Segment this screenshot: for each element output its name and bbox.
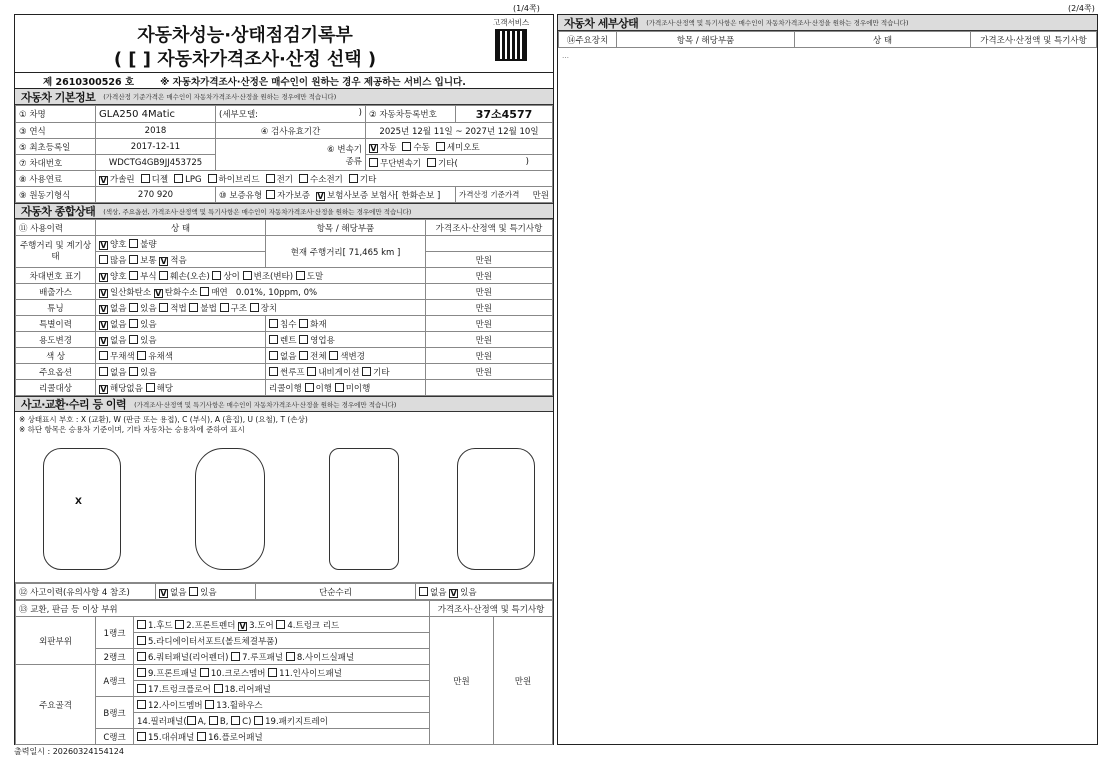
left-page: [14, 14, 554, 745]
detail-section-title: 자동차 세부상태: [564, 16, 639, 30]
basic-section-note: (가격산정 기준가격은 매수인이 자동차가격조사·산정을 원하는 경우에만 적습니다): [103, 93, 337, 101]
part-roof: 7.루프패널: [242, 652, 284, 663]
overall-head-price: 가격조사·산정액 및 특기사항: [426, 220, 553, 236]
checkbox-opt-yes[interactable]: [129, 367, 138, 376]
label-options: 주요옵션: [16, 364, 96, 380]
checkbox-radiator-support[interactable]: [137, 636, 146, 645]
checkbox-recall-none[interactable]: V: [100, 384, 107, 394]
basic-section-title: 자동차 기본정보: [21, 90, 96, 104]
part-dash-panel: 15.대쉬패널: [148, 732, 195, 743]
label-rank-b: B랭크: [96, 697, 134, 729]
checkbox-roof[interactable]: [231, 652, 240, 661]
current-mileage: 현재 주행거리[ 71,465 km ]: [266, 236, 426, 268]
opt-gasoline: 가솔린: [110, 174, 135, 185]
detail-head-item: 항목 / 해당부품: [617, 32, 795, 48]
checkbox-vin-damage[interactable]: [159, 271, 168, 280]
checkbox-rear-panel[interactable]: [214, 684, 223, 693]
overall-status-table: [15, 219, 553, 396]
checkbox-front-fender[interactable]: [175, 620, 184, 629]
label-rank-c: C랭크: [96, 729, 134, 745]
checkbox-achromatic[interactable]: [99, 351, 108, 360]
right-page: 자동차 세부상태 (가격조사·산정액 및 특기사항은 매수인이 자동차가격조사·산정을 원하는 경우에만 적습니다) ⑭주요장치 항목 / 해당부품 상 태 가격조사·산정액 및 특기사항 …: [557, 14, 1098, 745]
doc-title: 자동차성능·상태점검기록부: [137, 25, 353, 46]
opt-recall-none: 해당없음: [110, 383, 143, 394]
damage-mark: X: [75, 497, 82, 507]
checkbox-vin-corrosion[interactable]: [129, 271, 138, 280]
other-trans-close: ): [525, 156, 529, 167]
opt-vin-good: 양호: [110, 271, 127, 282]
part-cross-member: 10.크로스멤버: [210, 668, 266, 679]
opt-sunroof: 썬루프: [280, 367, 305, 378]
part-wheel-house: 13.휠하우스: [216, 700, 263, 711]
checkbox-lpg[interactable]: [174, 174, 183, 183]
sub-model-label: (세부모델:: [219, 110, 259, 120]
checkbox-use-yes[interactable]: [129, 335, 138, 344]
opt-tuning-structure: 구조: [230, 303, 247, 314]
car-right-side-diagram[interactable]: [457, 448, 535, 570]
car-type-note: ※ 하단 항목은 승용차 기준이며, 기타 자동차는 승용차에 준하여 표시: [19, 425, 245, 434]
opt-options-none: 없음: [110, 367, 127, 378]
checkbox-recall-notdone[interactable]: [335, 383, 344, 392]
label-accident-history: ⑫ 사고이력(유의사항 4 참조): [16, 584, 156, 600]
checkbox-hydrogen[interactable]: [299, 174, 308, 183]
label-emission: 배출가스: [16, 284, 96, 300]
checkbox-vin-altered[interactable]: [243, 271, 252, 280]
opt-semiauto: 세미오토: [446, 142, 480, 153]
vin-price: 만원: [426, 268, 553, 284]
tuning-price: 만원: [426, 300, 553, 316]
label-vin: ⑦ 차대번호: [16, 155, 96, 171]
label-mileage: 주행거리 및 계기상태: [16, 236, 96, 268]
sub-model-value: ): [358, 108, 362, 118]
checkbox-accident-yes[interactable]: [189, 587, 198, 596]
opt-co: 일산화탄소: [110, 287, 152, 298]
checkbox-special-none[interactable]: V: [100, 320, 107, 330]
opt-flood: 침수: [280, 319, 297, 330]
checkbox-recall-yes[interactable]: [146, 383, 155, 392]
doc-notice: ※ 자동차가격조사·산정은 매수인이 원하는 경우 제공하는 서비스 입니다.: [160, 76, 466, 88]
part-side-sill: 8.사이드실패널: [296, 652, 355, 663]
vin-value: WDCTG4GB9JJ453725: [96, 155, 216, 171]
output-timestamp: 출력일시 : 20260324154124: [14, 747, 124, 756]
label-outer-panel: 외판부위: [16, 617, 96, 665]
opt-insurer-warranty: 보험사보증 보험사[ 한화손보 ]: [327, 190, 441, 201]
overall-head-usage: ⑪ 사용이력: [16, 220, 96, 236]
doc-subtitle: ( [ ] 자동차가격조사·산정 선택 ): [113, 49, 377, 70]
checkbox-other-trans[interactable]: [427, 158, 436, 167]
checkbox-pillar-b[interactable]: [209, 716, 218, 725]
overall-head-state: 상 태: [96, 220, 266, 236]
checkbox-use-none[interactable]: V: [100, 336, 107, 346]
opt-repair-none: 없음: [430, 587, 447, 598]
checkbox-mileage-high[interactable]: [99, 255, 108, 264]
checkbox-vin-painted[interactable]: [296, 271, 305, 280]
color-price: 만원: [426, 348, 553, 364]
label-use-change: 용도변경: [16, 332, 96, 348]
checkbox-semiauto[interactable]: [436, 142, 445, 151]
opt-recall-notdone: 미이행: [345, 383, 371, 394]
checkbox-pillar-c[interactable]: [231, 716, 240, 725]
special-price: 만원: [426, 316, 553, 332]
opt-lpg: LPG: [185, 174, 202, 185]
opt-vin-altered: 변조(변타): [253, 271, 294, 282]
part-pillar-panel: 14.필러패널(: [137, 716, 187, 727]
checkbox-fuel-other[interactable]: [349, 174, 358, 183]
checkbox-side-sill[interactable]: [286, 652, 295, 661]
accident-table: [15, 583, 553, 600]
opt-accident-yes: 있음: [200, 587, 217, 598]
page-number-left: (1/4쪽): [513, 4, 540, 13]
opt-rent: 렌트: [280, 335, 297, 346]
detail-table: [558, 31, 1097, 48]
page-number-right: (2/4쪽): [1068, 4, 1095, 13]
opt-tuning-legal: 적법: [170, 303, 187, 314]
checkbox-auto[interactable]: V: [370, 143, 377, 153]
checkbox-repair-none[interactable]: [419, 587, 428, 596]
opt-hc: 탄화수소: [164, 287, 198, 298]
label-tuning: 튜닝: [16, 300, 96, 316]
part-rear-panel: 18.리어패널: [224, 684, 271, 695]
opt-mileage-high: 많음: [110, 255, 127, 266]
checkbox-trunk-lid[interactable]: [276, 620, 285, 629]
label-rank-a: A랭크: [96, 665, 134, 697]
checkbox-flood[interactable]: [269, 319, 278, 328]
checkbox-gauge-good[interactable]: V: [100, 240, 107, 250]
opt-self-warranty: 자가보증: [277, 190, 311, 201]
overall-section-title: 자동차 종합상태: [21, 205, 96, 218]
label-rank-1: 1랭크: [96, 617, 134, 649]
part-door: 3.도어: [249, 620, 274, 631]
checkbox-navi[interactable]: [307, 367, 316, 376]
opt-color-change: 색변경: [340, 351, 365, 362]
checkbox-hood[interactable]: [137, 620, 146, 629]
checkbox-cvt[interactable]: [369, 158, 378, 167]
opt-tuning-illegal: 불법: [200, 303, 217, 314]
checkbox-rent[interactable]: [269, 335, 278, 344]
opt-achromatic: 무채색: [110, 351, 135, 362]
mileage-price: 만원: [426, 252, 553, 268]
detail-head-price: 가격조사·산정액 및 특기사항: [971, 32, 1097, 48]
opt-fire: 화재: [310, 319, 327, 330]
opt-use-yes: 있음: [140, 335, 157, 346]
opt-navi: 내비게이션: [318, 367, 360, 378]
label-simple-repair: 단순수리: [256, 584, 416, 600]
checkbox-special-yes[interactable]: [129, 319, 138, 328]
car-top-diagram[interactable]: [195, 448, 265, 570]
opt-use-none: 없음: [110, 335, 127, 346]
label-exchange-parts: ⑬ 교환, 판금 등 이상 부위: [16, 601, 430, 617]
part-pillar-a: A,: [197, 716, 207, 727]
status-symbol-note: ※ 상태표시 부호 : X (교환), W (판금 또는 용접), C (부식), A (흠집), U (요철), T (손상): [19, 415, 308, 424]
checkbox-business[interactable]: [299, 335, 308, 344]
part-side-member: 12.사이드멤버: [148, 700, 203, 711]
car-left-side-diagram[interactable]: [43, 448, 121, 570]
detail-section-note: (가격조사·산정액 및 특기사항은 매수인이 자동차가격조사·산정을 원하는 경우에만 적습니다): [646, 19, 909, 27]
label-engine: ⑨ 원동기형식: [16, 187, 96, 203]
opt-repair-yes: 있음: [460, 587, 477, 598]
checkbox-color-change[interactable]: [329, 351, 338, 360]
checkbox-ev[interactable]: [266, 174, 275, 183]
checkbox-quarter[interactable]: [137, 652, 146, 661]
opt-tuning-device: 장치: [260, 303, 278, 314]
checkbox-side-member[interactable]: [137, 700, 146, 709]
emission-values: 0.01%, 10ppm, 0%: [235, 287, 318, 298]
car-frame-diagram[interactable]: [329, 448, 399, 570]
opt-manual: 수동: [413, 142, 430, 153]
checkbox-door[interactable]: V: [239, 621, 246, 631]
outer-price: 만원: [430, 617, 494, 745]
label-year: ③ 연식: [16, 123, 96, 139]
checkbox-tuning-device[interactable]: [250, 303, 259, 312]
checkbox-fire[interactable]: [299, 319, 308, 328]
label-color: 색 상: [16, 348, 96, 364]
part-front-fender: 2.프론트펜더: [186, 620, 236, 631]
frame-price: 만원: [494, 617, 553, 745]
checkbox-cross-member[interactable]: [200, 668, 209, 677]
checkbox-hc[interactable]: V: [155, 288, 162, 298]
opt-color-full: 전체: [310, 351, 327, 362]
checkbox-dash-panel[interactable]: [137, 732, 146, 741]
opt-accident-none: 없음: [170, 587, 187, 598]
checkbox-vin-diff[interactable]: [212, 271, 221, 280]
checkbox-co[interactable]: V: [100, 288, 107, 298]
label-base-price: 가격산정 기준가격: [459, 189, 520, 199]
label-recall-done: 리콜이행: [269, 383, 302, 394]
label-special-history: 특별이력: [16, 316, 96, 332]
part-package-tray: 19.패키지트레이: [265, 716, 328, 727]
reg-no-value: 37소4577: [456, 106, 553, 123]
emission-price: 만원: [426, 284, 553, 300]
opt-other-trans: 기타(: [438, 158, 458, 169]
checkbox-chromatic[interactable]: [137, 351, 146, 360]
opt-smoke: 매연: [211, 287, 228, 298]
checkbox-vin-good[interactable]: V: [100, 272, 107, 282]
opt-vin-damage: 훼손(오손): [170, 271, 210, 282]
checkbox-inside-panel[interactable]: [268, 668, 277, 677]
checkbox-self-warranty[interactable]: [266, 190, 275, 199]
part-trunk-floor: 17.트렁크플로어: [148, 684, 211, 695]
opt-special-none: 없음: [110, 319, 127, 330]
part-inside-panel: 11.인사이드패널: [279, 668, 342, 679]
car-name-value: GLA250 4Matic: [96, 106, 216, 123]
checkbox-floor-panel[interactable]: [197, 732, 206, 741]
label-inspection-period: ④ 검사유효기간: [216, 123, 366, 139]
checkbox-opt-none[interactable]: [99, 367, 108, 376]
customer-service-label: 고객서비스: [493, 18, 530, 27]
label-first-reg: ⑤ 최초등록일: [16, 139, 96, 155]
accident-section-title: 사고·교환·수리 등 이력: [21, 398, 127, 411]
detail-head-device: ⑭주요장치: [559, 32, 617, 48]
opt-options-other: 기타: [373, 367, 390, 378]
opt-vin-diff: 상이: [223, 271, 240, 282]
checkbox-color-full[interactable]: [299, 351, 308, 360]
checkbox-front-panel[interactable]: [137, 668, 146, 677]
first-reg-value: 2017-12-11: [96, 139, 216, 155]
opt-fuel-other: 기타: [359, 174, 377, 185]
checkbox-tuning-none[interactable]: V: [100, 304, 107, 314]
engine-value: 270 920: [96, 187, 216, 203]
opt-ev: 전기: [276, 174, 294, 185]
checkbox-repair-yes[interactable]: V: [450, 588, 457, 598]
checkbox-tuning-legal[interactable]: [159, 303, 168, 312]
checkbox-color-none[interactable]: [269, 351, 278, 360]
checkbox-manual[interactable]: [402, 142, 411, 151]
checkbox-mileage-normal[interactable]: [129, 255, 138, 264]
overall-section-note: (색상, 주요옵션, 가격조사·산정액 및 특기사항은 매수인이 자동차가격조사·산정을 원하는 경우에만 적습니다): [103, 207, 412, 216]
options-price: 만원: [426, 364, 553, 380]
opt-options-yes: 있음: [140, 367, 157, 378]
exchange-table: [15, 600, 553, 745]
checkbox-package-tray[interactable]: [254, 716, 263, 725]
overall-head-item: 항목 / 해당부품: [266, 220, 426, 236]
opt-mileage-normal: 보통: [140, 255, 157, 266]
label-reg-no: ② 자동차등록번호: [366, 106, 456, 123]
checkbox-wheel-house[interactable]: [205, 700, 214, 709]
part-pillar-b: B,: [219, 716, 229, 727]
checkbox-diesel[interactable]: [141, 174, 150, 183]
part-pillar-c: C): [242, 716, 252, 727]
checkbox-hybrid[interactable]: [208, 174, 217, 183]
label-vin-mark: 차대번호 표기: [16, 268, 96, 284]
opt-vin-corrosion: 부식: [140, 271, 157, 282]
checkbox-gauge-bad[interactable]: [129, 239, 138, 248]
label-exchange-price: 가격조사·산정액 및 특기사항: [430, 601, 553, 617]
detail-head-state: 상 태: [795, 32, 971, 48]
opt-auto: 자동: [380, 142, 397, 153]
checkbox-recall-done[interactable]: [305, 383, 314, 392]
base-price-unit: 만원: [532, 190, 549, 201]
opt-diesel: 디젤: [151, 174, 169, 185]
opt-mileage-low: 적음: [170, 255, 187, 266]
opt-vin-painted: 도말: [306, 271, 324, 282]
label-warranty: ⑩ 보증유형: [219, 190, 263, 201]
label-transmission: ⑥ 변속기: [327, 144, 362, 155]
checkbox-tuning-yes[interactable]: [129, 303, 138, 312]
opt-business: 영업용: [310, 335, 335, 346]
part-radiator-support: 5.라디에이터서포트(볼트체결부품): [148, 636, 278, 647]
year-value: 2018: [96, 123, 216, 139]
inspection-period-value: 2025년 12월 11일 ~ 2027년 12월 10일: [366, 123, 553, 139]
accident-section-note: (가격조사·산정액 및 특기사항은 매수인이 자동차가격조사·산정을 원하는 경우에만 적습니다): [134, 400, 397, 409]
opt-tuning-none: 없음: [110, 303, 127, 314]
part-trunk-lid: 4.트렁크 리드: [287, 620, 340, 631]
qr-code-icon[interactable]: [495, 29, 527, 61]
car-diagram-area: [15, 412, 553, 583]
label-transmission-type: 종류: [345, 156, 362, 167]
label-main-frame: 주요골격: [16, 665, 96, 745]
checkbox-opt-other[interactable]: [362, 367, 371, 376]
checkbox-tuning-structure[interactable]: [220, 303, 229, 312]
basic-info-table: [15, 105, 553, 203]
checkbox-tuning-illegal[interactable]: [189, 303, 198, 312]
opt-hydrogen: 수소전기: [310, 174, 343, 185]
checkbox-gasoline[interactable]: V: [100, 175, 107, 185]
label-fuel: ⑧ 사용연료: [16, 171, 96, 187]
opt-special-yes: 있음: [140, 319, 157, 330]
checkbox-pillar-a[interactable]: [187, 716, 196, 725]
checkbox-smoke[interactable]: [200, 287, 209, 296]
label-recall: 리콜대상: [16, 380, 96, 396]
doc-number: 제 2610300526 호: [43, 76, 135, 88]
opt-recall-done: 이행: [315, 383, 332, 394]
checkbox-insurer-warranty[interactable]: V: [317, 191, 324, 201]
part-quarter: 6.쿼터패널(리어펜더): [148, 652, 229, 663]
opt-gauge-good: 양호: [110, 239, 127, 250]
use-price: 만원: [426, 332, 553, 348]
checkbox-mileage-low[interactable]: V: [160, 256, 167, 266]
opt-recall-yes: 해당: [156, 383, 173, 394]
checkbox-accident-none[interactable]: V: [160, 588, 167, 598]
checkbox-trunk-floor[interactable]: [137, 684, 146, 693]
label-rank-2: 2랭크: [96, 649, 134, 665]
checkbox-sunroof[interactable]: [269, 367, 278, 376]
opt-cvt: 무단변속기: [380, 158, 422, 169]
part-hood: 1.후드: [148, 620, 173, 631]
part-front-panel: 9.프론트패널: [148, 668, 198, 679]
opt-color-none: 없음: [280, 351, 297, 362]
opt-tuning-yes: 있음: [140, 303, 157, 314]
opt-gauge-bad: 불량: [140, 239, 157, 250]
opt-hybrid: 하이브리드: [218, 174, 260, 185]
part-floor-panel: 16.플로어패널: [208, 732, 263, 743]
opt-chromatic: 유채색: [148, 351, 173, 362]
label-car-name: ① 차명: [16, 106, 96, 123]
